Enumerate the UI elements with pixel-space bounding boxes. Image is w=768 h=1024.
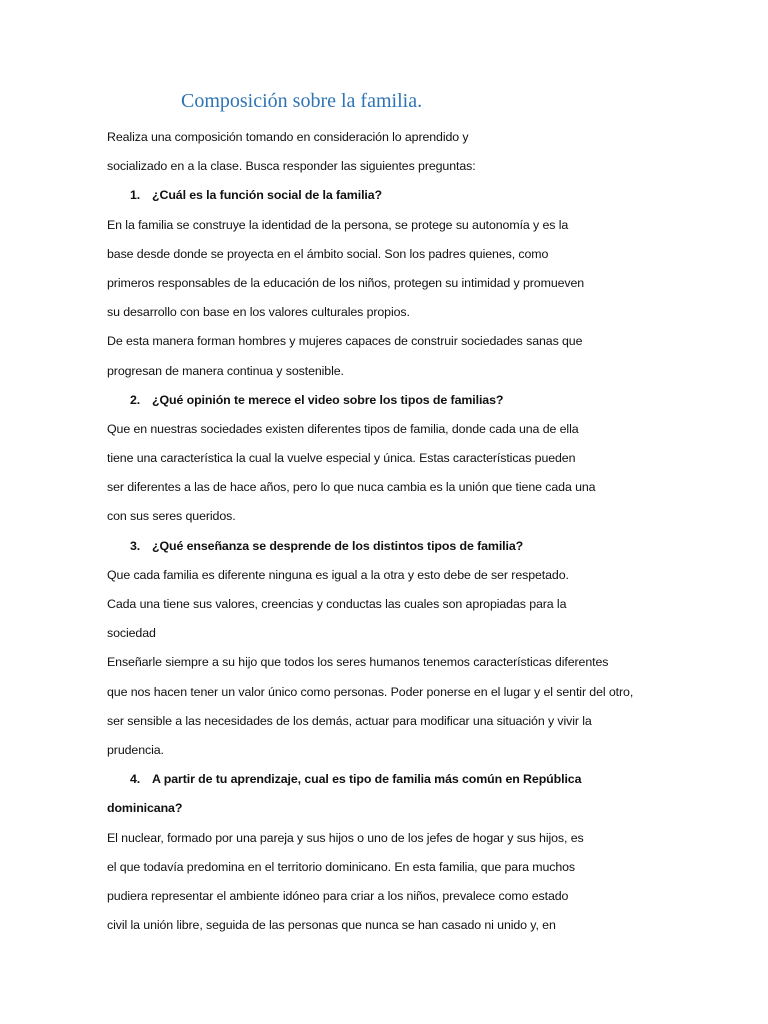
- answer-line: pudiera representar el ambiente idóneo para criar a los niños, prevalece como estado: [107, 888, 569, 903]
- question-heading: [107, 765, 667, 794]
- answer-line: El nuclear, formado por una pareja y sus hijos o uno de los jefes de hogar y sus hijos, es: [107, 830, 584, 845]
- answer-line: prudencia.: [107, 742, 164, 757]
- answer-line: ser sensible a las necesidades de los demás, actuar para modificar una situación y vivir la: [107, 713, 592, 728]
- document-title: Composición sobre la familia.: [181, 90, 423, 112]
- question-text-continued: dominicana?: [107, 801, 183, 816]
- question-text: ¿Cuál es la función social de la familia?: [152, 188, 383, 203]
- question-number: 2.: [130, 392, 141, 407]
- answer-line: civil la unión libre, seguida de las personas que nunca se han casado ni unido y, en: [107, 918, 556, 933]
- answer-line: ser diferentes a las de hace años, pero lo que nuca cambia es la unión que tiene cada una: [107, 480, 596, 495]
- question-text: ¿Qué enseñanza se desprende de los distintos tipos de familia?: [152, 538, 524, 553]
- intro-line: Realiza una composición tomando en consideración lo aprendido y: [107, 130, 469, 144]
- answer-line: con sus seres queridos.: [107, 509, 236, 524]
- question-number: 4.: [130, 772, 141, 787]
- question-number: 1.: [130, 188, 141, 203]
- answer-line: Cada una tiene sus valores, creencias y conductas las cuales son apropiadas para la: [107, 597, 567, 611]
- question-heading: [107, 532, 667, 561]
- question-text: ¿Qué opinión te merece el video sobre los tipos de familias?: [152, 392, 504, 407]
- answer-line: que nos hacen tener un valor único como personas. Poder ponerse en el lugar y el sentir del otro,: [107, 684, 634, 699]
- answer-line: base desde donde se proyecta en el ámbito social. Son los padres quienes, como: [107, 246, 549, 261]
- answer-line: sociedad: [107, 626, 156, 641]
- question-number: 3.: [130, 538, 141, 553]
- document-body: [107, 123, 667, 940]
- answer-line: su desarrollo con base en los valores culturales propios.: [107, 305, 410, 320]
- answer-line: Que cada familia es diferente ninguna es igual a la otra y esto debe de ser respetado.: [107, 567, 569, 582]
- answer-line: Enseñarle siempre a su hijo que todos los seres humanos tenemos características diferentes: [107, 655, 609, 670]
- answer-line: En la familia se construye la identidad de la persona, se protege su autonomía y es la: [107, 217, 569, 232]
- answer-line: progresan de manera continua y sostenible.: [107, 363, 344, 378]
- question-text: A partir de tu aprendizaje, cual es tipo de familia más común en República: [152, 772, 582, 787]
- question-heading: [107, 181, 667, 210]
- intro-line: socializado en a la clase. Busca responder las siguientes preguntas:: [107, 159, 476, 174]
- answer-line: Que en nuestras sociedades existen diferentes tipos de familia, donde cada una de ella: [107, 421, 579, 436]
- answer-line: el que todavía predomina en el territorio dominicano. En esta familia, que para muchos: [107, 859, 576, 874]
- answer-line: De esta manera forman hombres y mujeres capaces de construir sociedades sanas que: [107, 334, 583, 349]
- question-heading: [107, 386, 667, 415]
- answer-line: tiene una característica la cual la vuelve especial y única. Estas características pueden: [107, 451, 576, 466]
- answer-line: primeros responsables de la educación de los niños, protegen su intimidad y promueven: [107, 275, 585, 290]
